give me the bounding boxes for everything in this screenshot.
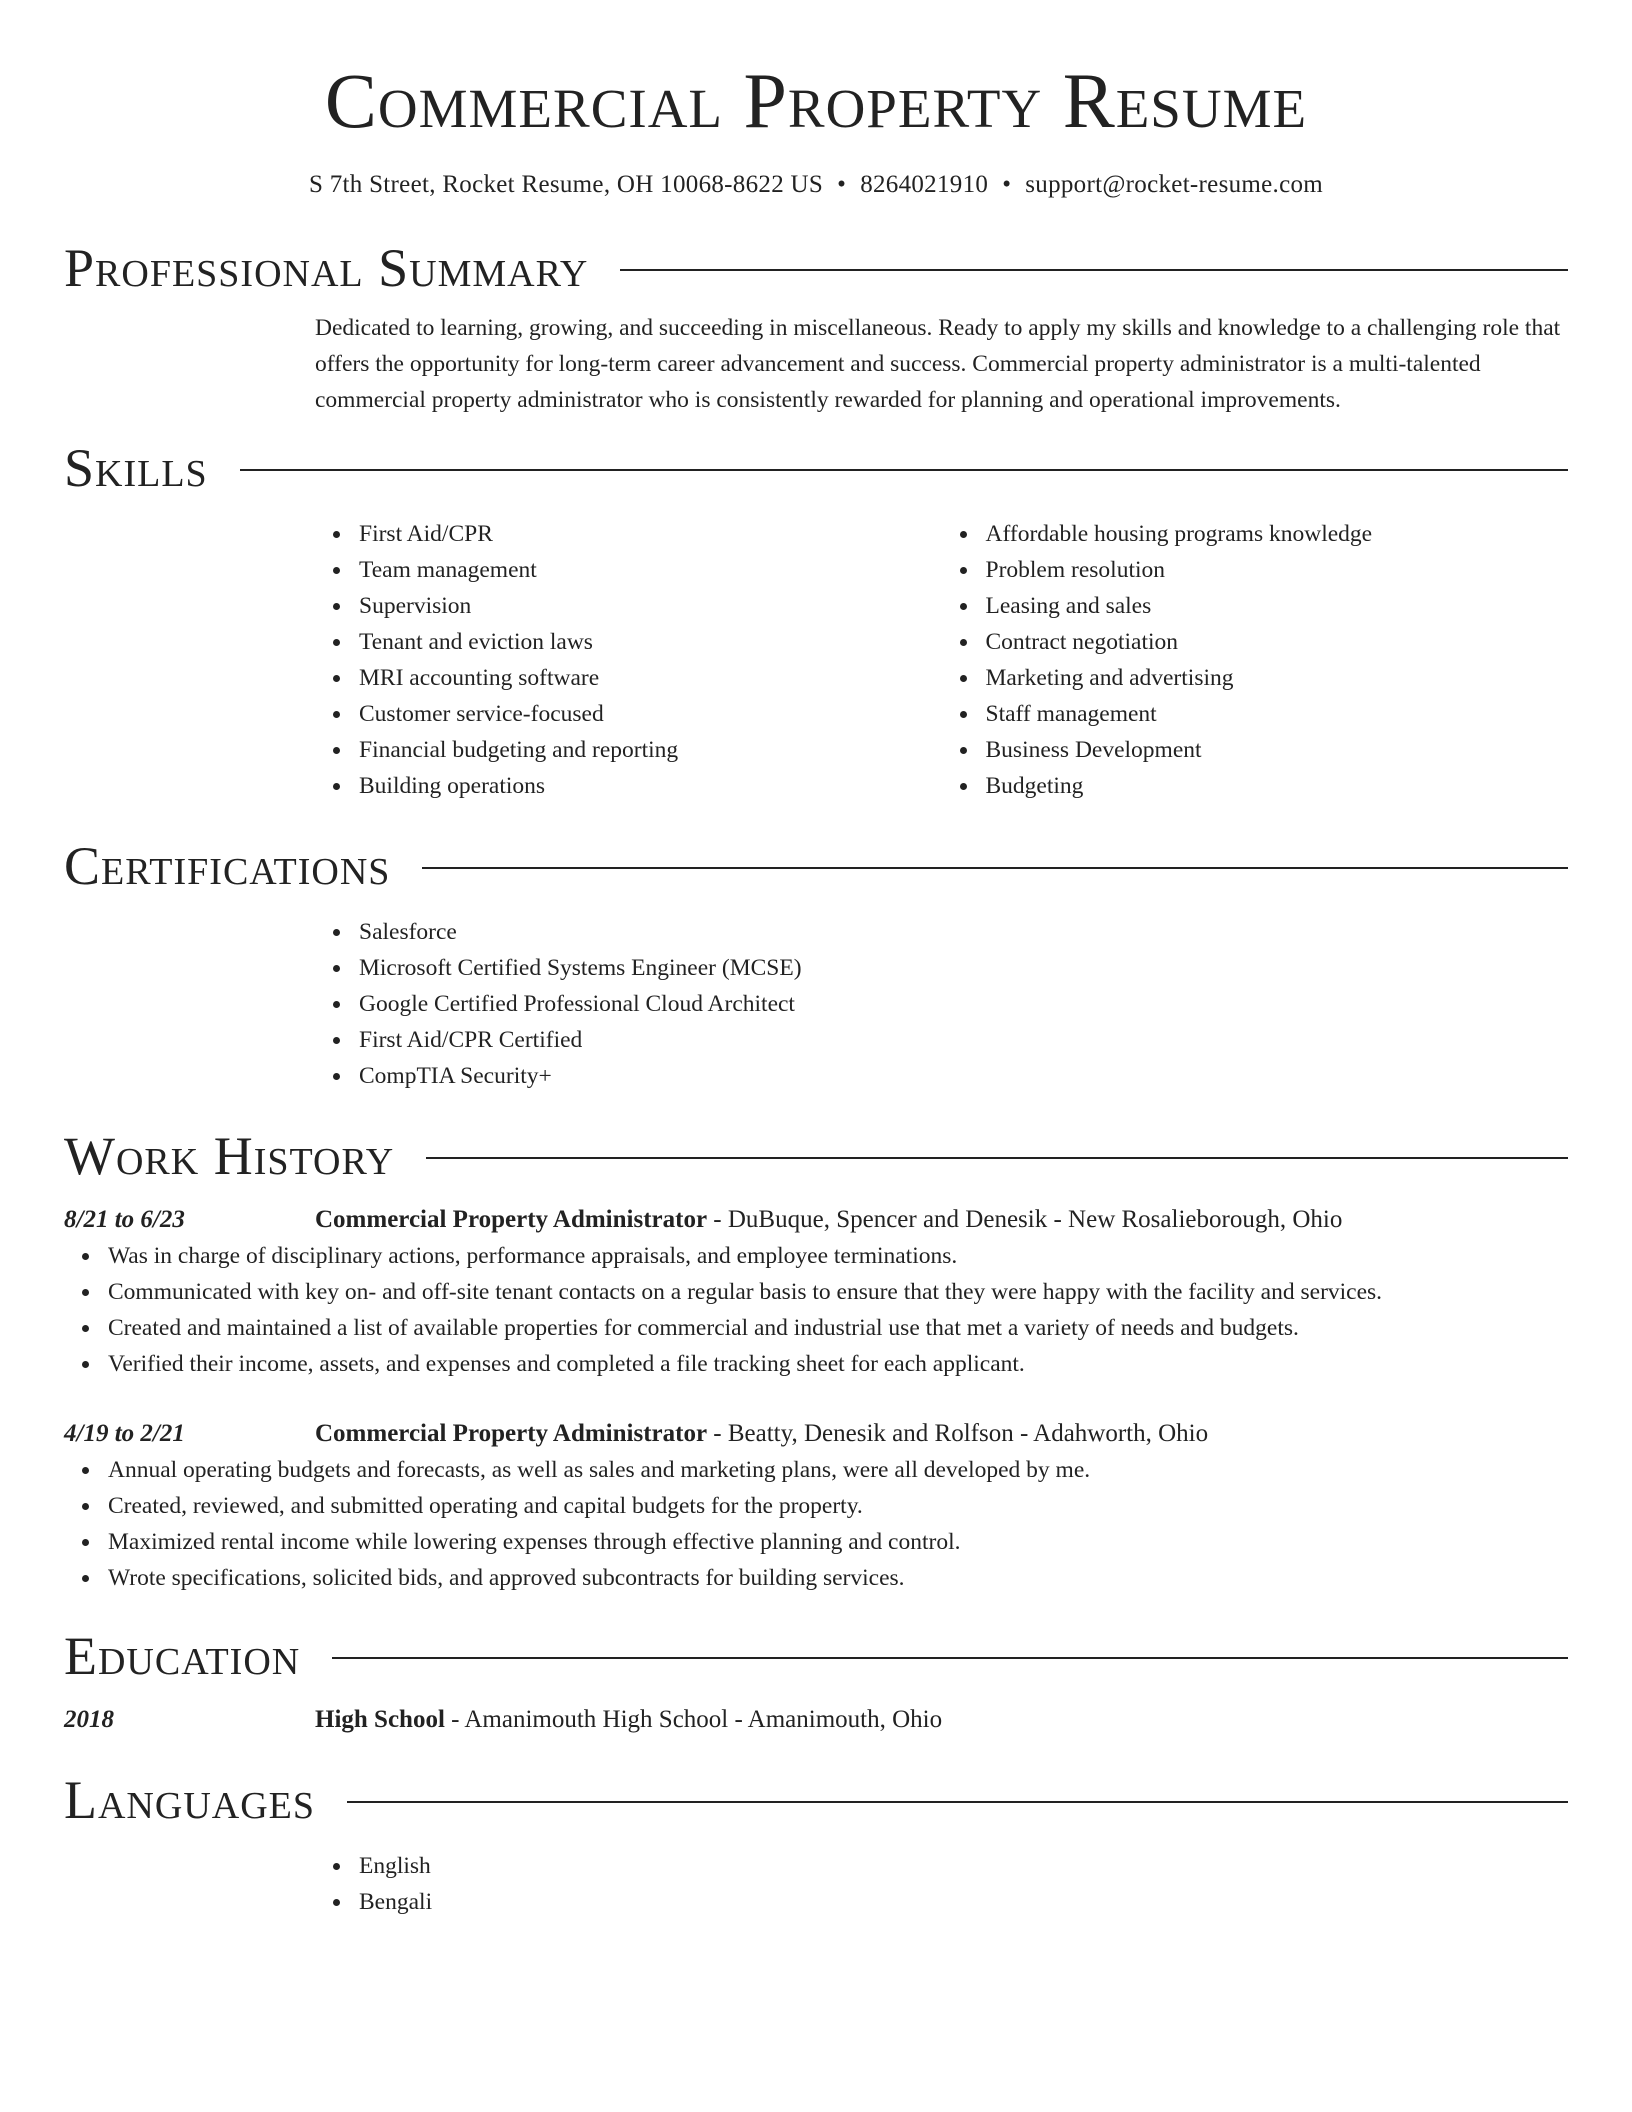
languages-heading: Languages [64, 1769, 315, 1830]
education-degree: High School [315, 1705, 445, 1733]
resume-page [64, 0, 1568, 1920]
section-divider [426, 1157, 1568, 1159]
job-details: - DuBuque, Spencer and Denesik - New Rosalieborough, Ohio [707, 1205, 1343, 1233]
work-heading: Work History [64, 1125, 395, 1186]
section-divider [332, 1657, 1568, 1659]
section-divider [620, 269, 1568, 271]
skill-item: Supervision [359, 588, 942, 624]
job-bullet: Created, reviewed, and submitted operating and capital budgets for the property. [108, 1488, 1568, 1524]
job-headline [315, 1202, 1342, 1238]
job-bullet: Verified their income, assets, and expenses and completed a file tracking sheet for each applicant. [108, 1346, 1568, 1382]
job-bullet: Communicated with key on- and off-site tenant contacts on a regular basis to ensure that they were happy with the facility and services. [108, 1274, 1568, 1310]
summary-heading-row [64, 236, 1568, 300]
certification-item: First Aid/CPR Certified [359, 1022, 1568, 1058]
language-item: English [359, 1848, 1568, 1884]
languages-body [315, 1848, 1568, 1920]
certifications-list [315, 914, 1568, 1094]
skill-item: Team management [359, 552, 942, 588]
job-title: Commercial Property Administrator [315, 1205, 708, 1233]
skills-grid [315, 516, 1568, 804]
certifications-heading: Certifications [64, 835, 391, 896]
phone-text: 8264021910 [860, 170, 989, 198]
skill-item: Tenant and eviction laws [359, 624, 942, 660]
skill-item: Contract negotiation [986, 624, 1569, 660]
job-bullet: Maximized rental income while lowering expenses through effective planning and control. [108, 1524, 1568, 1560]
work-section [64, 1124, 1568, 1596]
education-heading: Education [64, 1625, 301, 1686]
education-details: - Amanimouth High School - Amanimouth, Ohio [444, 1705, 943, 1733]
education-year: 2018 [64, 1705, 114, 1733]
skills-heading: Skills [64, 437, 208, 498]
language-item: Bengali [359, 1884, 1568, 1920]
skill-item: Building operations [359, 768, 942, 804]
summary-section [64, 236, 1568, 418]
job-header [64, 1202, 1568, 1238]
work-heading-row [64, 1124, 1568, 1188]
skill-item: Affordable housing programs knowledge [986, 516, 1569, 552]
education-section [64, 1624, 1568, 1738]
address-text: S 7th Street, Rocket Resume, OH 10068-8622 US [308, 170, 824, 198]
job-bullets [64, 1238, 1568, 1382]
job-entry [64, 1202, 1568, 1382]
section-divider [240, 469, 1568, 471]
separator-dot: • [1002, 170, 1012, 198]
skill-item: Financial budgeting and reporting [359, 732, 942, 768]
certification-item: Salesforce [359, 914, 1568, 950]
skill-item: Budgeting [986, 768, 1569, 804]
education-entry [64, 1702, 1568, 1738]
skill-item: MRI accounting software [359, 660, 942, 696]
certification-item: CompTIA Security+ [359, 1058, 1568, 1094]
education-heading-row [64, 1624, 1568, 1688]
job-entry [64, 1416, 1568, 1596]
job-bullet: Was in charge of disciplinary actions, performance appraisals, and employee terminations. [108, 1238, 1568, 1274]
certifications-heading-row [64, 834, 1568, 898]
separator-dot: • [837, 170, 847, 198]
job-dates: 4/19 to 2/21 [64, 1419, 185, 1447]
job-details: - Beatty, Denesik and Rolfson - Adahworth, Ohio [707, 1419, 1209, 1447]
skills-section [64, 436, 1568, 804]
certifications-section [64, 834, 1568, 1094]
skill-item: First Aid/CPR [359, 516, 942, 552]
education-headline [315, 1702, 942, 1738]
skill-item: Business Development [986, 732, 1569, 768]
job-bullet: Created and maintained a list of available properties for commercial and industrial use that met a variety of needs and budgets. [108, 1310, 1568, 1346]
contact-line [64, 170, 1568, 200]
certification-item: Google Certified Professional Cloud Architect [359, 986, 1568, 1022]
section-divider [422, 867, 1568, 869]
skill-item: Customer service-focused [359, 696, 942, 732]
skills-list-right [942, 516, 1569, 804]
job-dates: 8/21 to 6/23 [64, 1205, 185, 1233]
languages-heading-row [64, 1768, 1568, 1832]
certification-item: Microsoft Certified Systems Engineer (MCSE) [359, 950, 1568, 986]
job-headline [315, 1416, 1208, 1452]
skills-heading-row [64, 436, 1568, 500]
skill-item: Problem resolution [986, 552, 1569, 588]
job-header [64, 1416, 1568, 1452]
section-divider [347, 1801, 1568, 1803]
languages-list [315, 1848, 1568, 1920]
job-bullet: Wrote specifications, solicited bids, and approved subcontracts for building services. [108, 1560, 1568, 1596]
job-bullets [64, 1452, 1568, 1596]
resume-title: Commercial Property Resume [324, 57, 1308, 144]
job-title: Commercial Property Administrator [315, 1419, 708, 1447]
languages-section [64, 1768, 1568, 1920]
email-text: support@rocket-resume.com [1025, 170, 1324, 198]
skill-item: Leasing and sales [986, 588, 1569, 624]
job-bullet: Annual operating budgets and forecasts, as well as sales and marketing plans, were all developed by me. [108, 1452, 1568, 1488]
summary-heading: Professional Summary [64, 237, 589, 298]
summary-text: Dedicated to learning, growing, and succeeding in miscellaneous. Ready to apply my skills and knowledge to a challenging role that offers the opportunity for long-term career advancement and success. Commercial property administrator is a multi-talented commercial property administrator who is consistently rewarded for planning and operational improvements. [315, 314, 1561, 413]
certifications-body [315, 914, 1568, 1094]
skill-item: Marketing and advertising [986, 660, 1569, 696]
skills-list-left [315, 516, 942, 804]
skill-item: Staff management [986, 696, 1569, 732]
